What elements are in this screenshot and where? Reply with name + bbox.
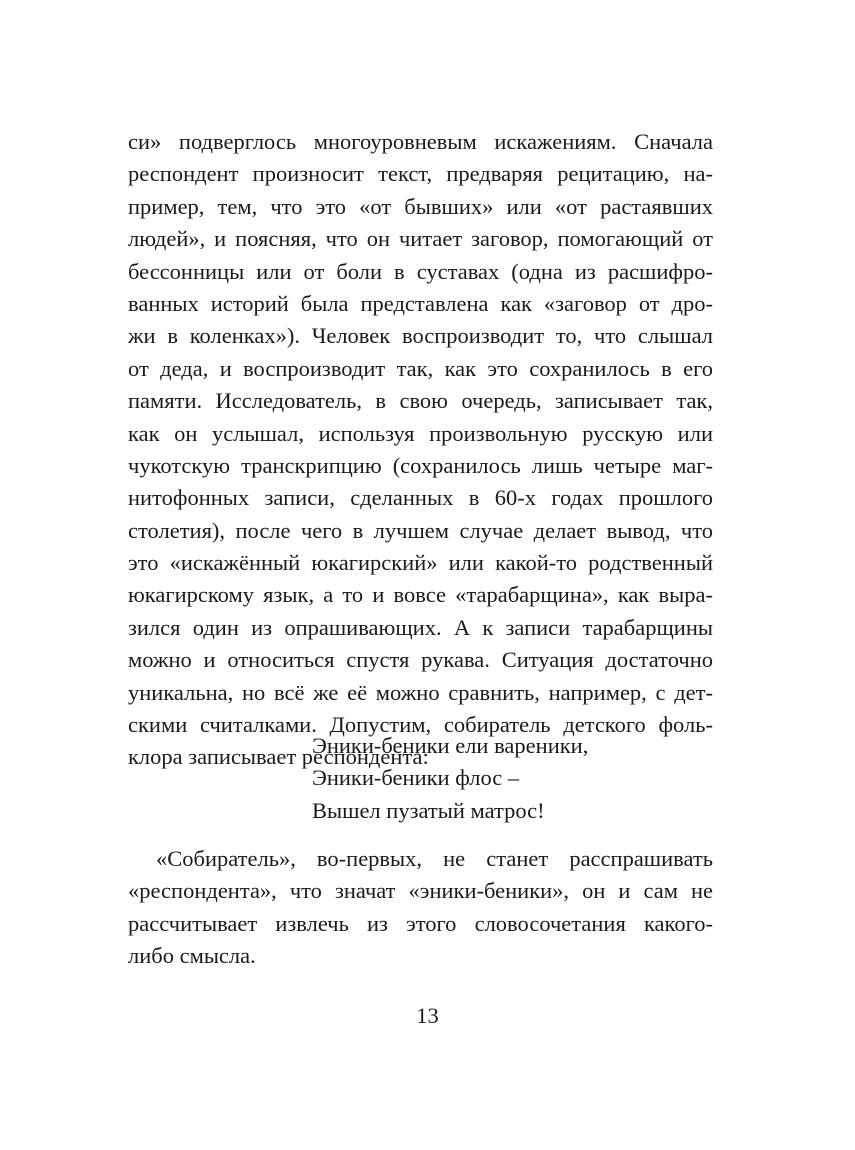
text-line: столетия), после чего в лучшем случае делает вывод, что — [128, 517, 713, 543]
text-line: уникальна, но всё же её можно сравнить, например, с дет- — [128, 679, 713, 705]
text-line: ванных историй была представлена как «заговор от дро- — [128, 290, 713, 316]
text-line: «респондента», что значат «эники-беники», он и сам не — [128, 878, 713, 904]
text-line: памяти. Исследователь, в свою очередь, записывает так, — [128, 388, 713, 414]
text-line: это «искажённый юкагирский» или какой-то родственный — [128, 550, 713, 576]
text-line: чукотскую транскрипцию (сохранилось лишь четыре маг- — [128, 452, 713, 478]
paragraph-main — [128, 126, 713, 774]
text-line: бессонницы или от боли в суставах (одна из расшифро- — [128, 258, 713, 284]
poem-line: Эники-беники флос – — [312, 765, 520, 791]
text-line: си» подверглось многоуровневым искажениям. Сначала — [128, 129, 713, 154]
poem-quote — [312, 730, 588, 827]
poem-line: Вышел пузатый матрос! — [312, 797, 545, 823]
text-line: пример, тем, что это «от бывших» или «от растаявших — [128, 193, 713, 219]
text-line: людей», и поясняя, что он читает заговор, помогающий от — [128, 226, 713, 252]
text-line: «Собиратель», во-первых, не станет расспрашивать — [156, 846, 713, 871]
text-line: респондент произносит текст, предваряя рецитацию, на- — [128, 161, 713, 187]
text-line: юкагирскому язык, а то и вовсе «тарабарщина», как выра- — [128, 582, 713, 608]
text-line: скими считалками. Допустим, собиратель детского фоль- — [128, 712, 713, 738]
page-number: 13 — [416, 1003, 439, 1028]
text-line: либо смысла. — [128, 943, 256, 969]
poem-line: Эники-беники ели вареники, — [312, 733, 589, 758]
text-line: как он услышал, используя произвольную русскую или — [128, 420, 713, 446]
text-line: клора записывает респондента: — [128, 744, 429, 770]
paragraph-second — [128, 843, 713, 973]
text-line: зился один из опрашивающих. А к записи тарабарщины — [128, 614, 713, 640]
text-line: жи в коленках»). Человек воспроизводит то, что слышал — [128, 323, 713, 349]
text-line: можно и относиться спустя рукава. Ситуация достаточно — [128, 647, 713, 673]
text-line: от деда, и воспроизводит так, как это сохранилось в его — [128, 355, 713, 381]
text-line: рассчитывает извлечь из этого словосочетания какого- — [128, 910, 713, 936]
text-line: нитофонных записи, сделанных в 60-х годах прошлого — [128, 485, 713, 511]
